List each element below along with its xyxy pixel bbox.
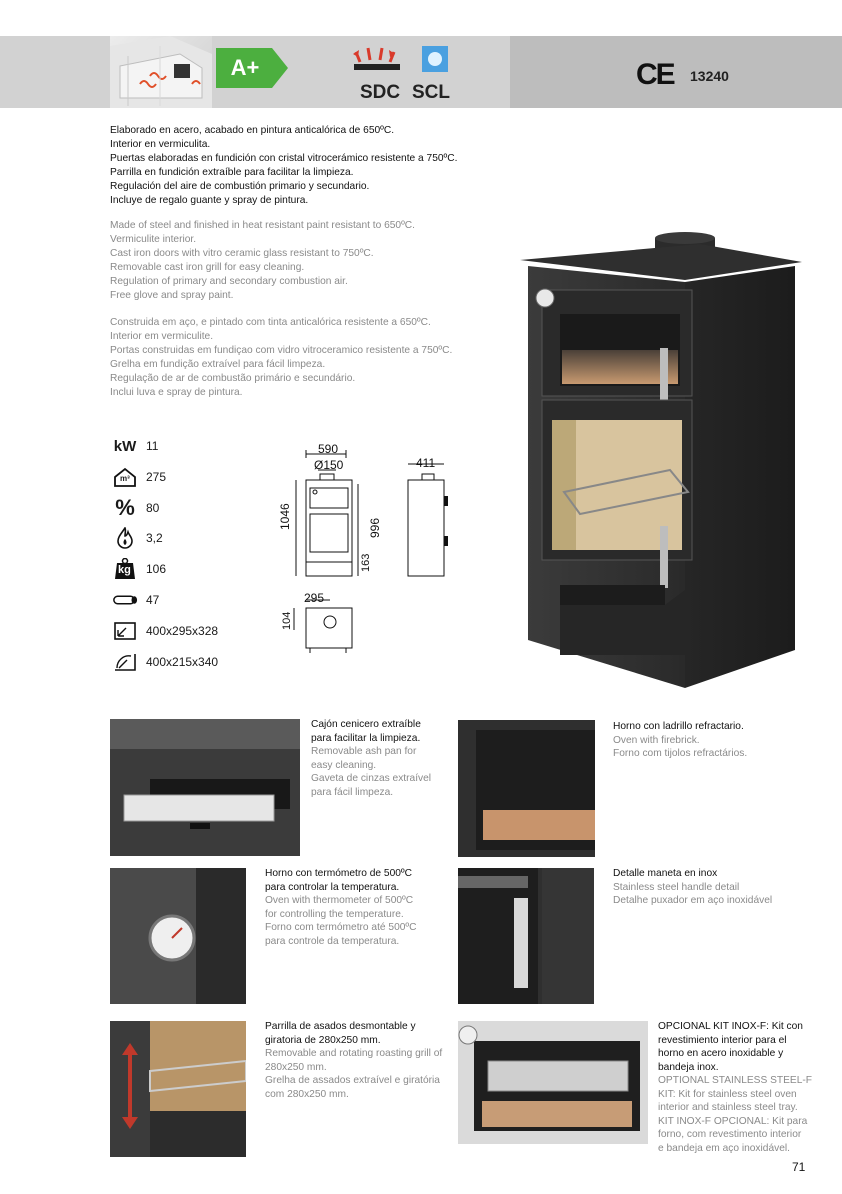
description-portuguese bbox=[110, 316, 452, 400]
description-line: Interior en vermiculita. bbox=[110, 139, 211, 150]
description-line: Removable cast iron grill for easy cleaning. bbox=[110, 262, 305, 273]
description-line: Inclui luva e spray de pintura. bbox=[110, 387, 243, 398]
spec-value: 80 bbox=[146, 501, 160, 515]
feature-firebrick bbox=[613, 720, 747, 761]
feature-sub-line: com 280x250 mm. bbox=[265, 1088, 349, 1100]
dimension-flue-diameter: Ø150 bbox=[314, 458, 344, 472]
fuel-consumption-icon bbox=[112, 527, 138, 549]
feature-thermometer bbox=[265, 867, 417, 948]
description-line: Grelha em fundição extraível para fácil limpeza. bbox=[110, 359, 326, 370]
feature-title-line: giratoria de 280x250 mm. bbox=[265, 1034, 381, 1046]
feature-sub-line: Forno com termómetro até 500ºC bbox=[265, 922, 417, 933]
oven-size-icon bbox=[112, 651, 138, 673]
feature-handle bbox=[613, 867, 772, 908]
feature-sub-line: para fácil limpeza. bbox=[311, 786, 394, 798]
thermometer-photo bbox=[110, 868, 246, 1004]
feature-sub-line: easy cleaning. bbox=[311, 759, 377, 771]
spec-value: 400x295x328 bbox=[146, 624, 219, 638]
description-line: Puertas elaboradas en fundición con cristal vitrocerámico resistente a 750ºC. bbox=[110, 153, 458, 164]
header-bar bbox=[0, 36, 842, 108]
feature-inox-kit bbox=[658, 1020, 812, 1155]
feature-title-line: OPCIONAL KIT INOX-F: Kit con bbox=[658, 1021, 803, 1032]
feature-sub-line: Oven with firebrick. bbox=[613, 734, 700, 746]
feature-sub-line: OPTIONAL STAINLESS STEEL-F bbox=[658, 1075, 812, 1086]
spec-value: 275 bbox=[146, 470, 167, 484]
description-line: Construida em aço, e pintado com tinta anticalórica resistente a 650ºC. bbox=[110, 317, 431, 328]
dimension-width: 590 bbox=[318, 442, 339, 456]
energy-class-label: A+ bbox=[230, 55, 260, 80]
feature-sub-line: Detalhe puxador em aço inoxidável bbox=[613, 895, 773, 906]
spec-value: 400x215x340 bbox=[146, 655, 219, 669]
description-line: Elaborado en acero, acabado en pintura anticalórica de 650ºC. bbox=[110, 125, 395, 136]
feature-title-line: Horno con ladrillo refractario. bbox=[613, 721, 744, 732]
dimension-depth: 411 bbox=[416, 456, 436, 470]
description-line: Made of steel and finished in heat resistant paint resistant to 650ºC. bbox=[110, 220, 415, 231]
feature-title-line: Parrilla de asados desmontable y bbox=[265, 1021, 416, 1032]
dimension-rear-offset: 295 bbox=[304, 591, 325, 605]
firebox-size-icon bbox=[112, 620, 138, 642]
page-number: 71 bbox=[792, 1160, 806, 1174]
description-line: Free glove and spray paint. bbox=[110, 290, 234, 301]
heat-distribution-illustration bbox=[110, 36, 212, 108]
feature-title-line: para facilitar la limpieza. bbox=[311, 732, 421, 744]
feature-sub-line: Removable and rotating roasting grill of bbox=[265, 1048, 443, 1059]
inox-kit-photo bbox=[458, 1021, 648, 1144]
description-line: Cast iron doors with vitro ceramic glass resistant to 750ºC. bbox=[110, 248, 374, 259]
spec-value: 47 bbox=[146, 593, 160, 607]
stainless-handle-photo bbox=[458, 868, 594, 1004]
description-spanish bbox=[110, 124, 457, 208]
feature-ash-pan bbox=[311, 718, 431, 799]
ash-pan-photo bbox=[110, 719, 300, 856]
feature-title-line: revestimiento interior para el bbox=[658, 1034, 787, 1046]
power-kw-icon: kW bbox=[113, 437, 137, 455]
feature-sub-line: Grelha de assados extraível e giratória bbox=[265, 1075, 440, 1086]
feature-title-line: para controlar la temperatura. bbox=[265, 881, 400, 893]
weight-kg-icon: kg bbox=[112, 558, 138, 580]
feature-sub-line: for controlling the temperature. bbox=[265, 908, 404, 920]
feature-sub-line: forno, com revestimento interior bbox=[658, 1129, 802, 1140]
spec-value: 11 bbox=[146, 439, 159, 453]
log-length-icon bbox=[112, 589, 138, 611]
header-right-panel bbox=[510, 36, 842, 108]
scl-label: SCL bbox=[412, 82, 450, 103]
sdc-scl-badge bbox=[350, 44, 450, 104]
description-line: Regulación del aire de combustión primario y secundario. bbox=[110, 181, 370, 192]
energy-class-badge bbox=[216, 48, 288, 93]
feature-sub-line: para controle da temperatura. bbox=[265, 935, 400, 947]
feature-title-line: Detalle maneta en inox bbox=[613, 868, 718, 879]
feature-sub-line: interior and stainless steel tray. bbox=[658, 1102, 798, 1113]
stove-product-photo bbox=[510, 230, 810, 695]
description-line: Vermiculite interior. bbox=[110, 234, 197, 245]
description-line: Parrilla en fundición extraíble para facilitar la limpieza. bbox=[110, 167, 354, 178]
feature-sub-line: Oven with thermometer of 500ºC bbox=[265, 895, 414, 906]
feature-sub-line: Stainless steel handle detail bbox=[613, 881, 740, 893]
feature-sub-line: Removable ash pan for bbox=[311, 746, 417, 757]
feature-sub-line: Gaveta de cinzas extraível bbox=[311, 773, 432, 784]
dimension-flue-height: 996 bbox=[368, 517, 382, 538]
description-line: Portas construidas em fundiçao com vidro vitroceramico resistente a 750ºC. bbox=[110, 345, 453, 356]
dimension-height: 1046 bbox=[278, 503, 292, 530]
dimension-bottom-height: 163 bbox=[360, 553, 372, 572]
ce-number: 13240 bbox=[690, 68, 729, 84]
description-line: Regulation of primary and secondary combustion air. bbox=[110, 276, 348, 287]
description-line: Regulação de ar de combustão primário e secundário. bbox=[110, 373, 356, 384]
firebrick-oven-photo bbox=[458, 720, 595, 857]
feature-title-line: horno en acero inoxidable y bbox=[658, 1048, 784, 1059]
description-line: Incluye de regalo guante y spray de pintura. bbox=[110, 195, 309, 206]
ce-mark: CE bbox=[636, 58, 674, 91]
spec-value: 106 bbox=[146, 562, 167, 576]
feature-title-line: bandeja inox. bbox=[658, 1061, 719, 1073]
feature-sub-line: Forno com tijolos refractários. bbox=[613, 748, 748, 759]
description-english bbox=[110, 219, 415, 303]
description-line: Interior em vermiculite. bbox=[110, 331, 214, 342]
technical-drawing bbox=[270, 440, 470, 665]
feature-title-line: Cajón cenicero extraíble bbox=[311, 719, 421, 730]
heated-area-icon: m³ bbox=[112, 466, 138, 488]
sdc-label: SDC bbox=[360, 82, 401, 103]
efficiency-percent-icon: % bbox=[115, 495, 135, 520]
feature-title-line: Horno con termómetro de 500ºC bbox=[265, 868, 412, 879]
feature-sub-line: e bandeja em aço inoxidável. bbox=[658, 1142, 790, 1154]
feature-sub-line: KIT INOX-F OPCIONAL: Kit para bbox=[658, 1115, 808, 1127]
feature-sub-line: KIT: Kit for stainless steel oven bbox=[658, 1088, 797, 1100]
roasting-grill-photo bbox=[110, 1021, 246, 1157]
feature-sub-line: 280x250 mm. bbox=[265, 1061, 327, 1073]
feature-roasting-grill bbox=[265, 1020, 442, 1101]
spec-value: 3,2 bbox=[146, 531, 163, 545]
dimension-rear-height: 104 bbox=[281, 611, 293, 630]
